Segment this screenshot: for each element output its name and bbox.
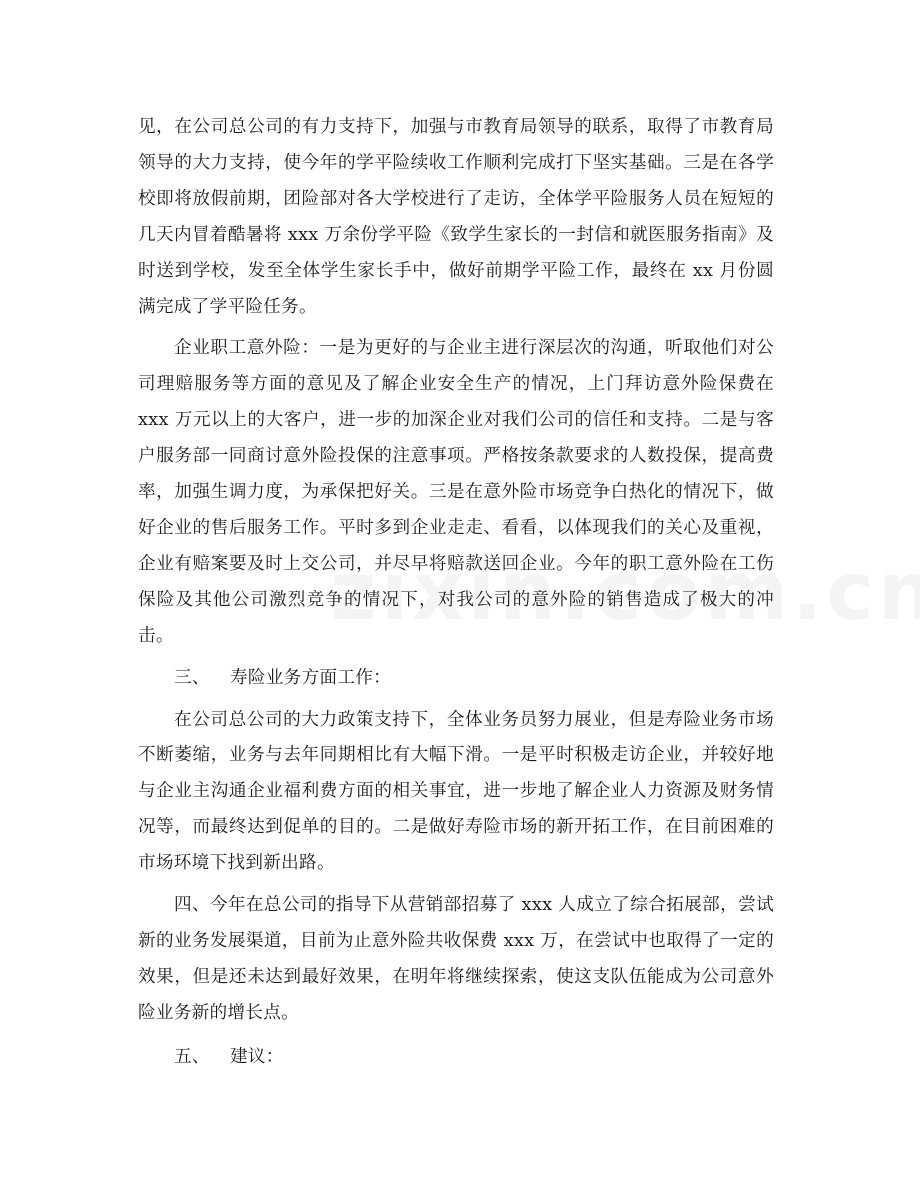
paragraph-employee-accident-insurance: 企业职工意外险：一是为更好的与企业主进行深层次的沟通，听取他们对公司理赔服务等方面的意见及了解企业安全生产的情况，上门拜访意外险保费在 xxx 万元以上的大客户，进一步的加深企业对我们公司的信任和支持。二是与客户服务部一同商讨意外险投保的注意事项。严格按条款要求的人数投保，提高费率，加强生调力度，为承保把好关。三是在意外险市场竞争白热化的情况下，做好企业的售后服务工作。平时多到企业走走、看看，以体现我们的关心及重视，企业有赔案要及时上交公司，并尽早将赔款送回企业。今年的职工意外险在工伤保险及其他公司激烈竞争的情况下，对我公司的意外险的销售造成了极大的冲击。 xyxy=(138,338,774,646)
section-number: 三、 xyxy=(174,667,210,688)
document-body xyxy=(138,110,774,1082)
paragraph-expansion-department: 四、今年在总公司的指导下从营销部招募了 xxx 人成立了综合拓展部，尝试新的业务发展渠道，目前为止意外险共收保费 xxx 万，在尝试中也取得了一定的效果，但是还未达到最好效果，在明年将继续探索，使这支队伍能成为公司意外险业务新的增长点。 xyxy=(138,895,774,1023)
paragraph-student-insurance: 见，在公司总公司的有力支持下，加强与市教育局领导的联系，取得了市教育局领导的大力支持，使今年的学平险续收工作顺利完成打下坚实基础。三是在各学校即将放假前期，团险部对各大学校进行了走访，全体学平险服务人员在短短的几天内冒着酷暑将 xxx 万余份学平险《致学生家长的一封信和就医服务指南》及时送到学校，发至全体学生家长手中，做好前期学平险工作，最终在 xx 月份圆满完成了学平险任务。 xyxy=(138,117,774,317)
paragraph-life-insurance: 在公司总公司的大力政策支持下，全体业务员努力展业，但是寿险业务市场不断萎缩，业务与去年同期相比有大幅下滑。一是平时积极走访企业，并较好地与企业主沟通企业福利费方面的相关事宜，进一步地了解企业人力资源及财务情况等，而最终达到促单的目的。二是做好寿险市场的新开拓工作，在目前困难的市场环境下找到新出路。 xyxy=(138,709,774,874)
section-title: 寿险业务方面工作： xyxy=(230,667,392,688)
section-title: 建议： xyxy=(230,1046,284,1067)
section-number: 五、 xyxy=(174,1046,210,1067)
section-heading-life-insurance xyxy=(138,661,774,697)
section-heading-suggestions xyxy=(138,1040,774,1076)
